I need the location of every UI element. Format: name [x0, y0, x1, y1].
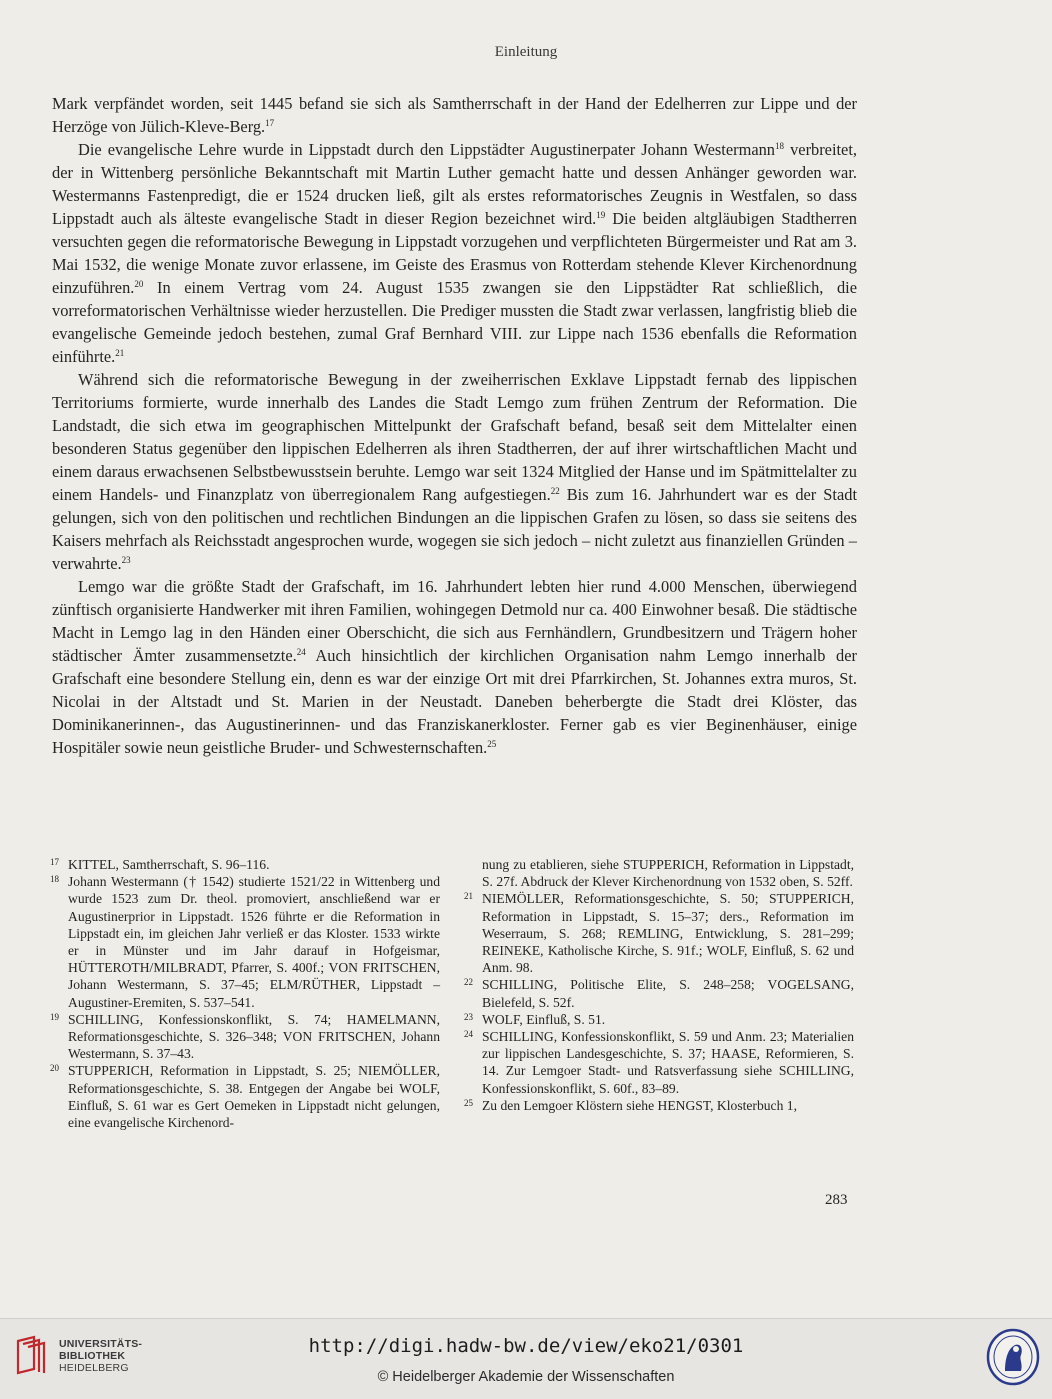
footnote-number: 19 — [50, 1011, 59, 1022]
footnote-text: nung zu etablieren, siehe STUPPERICH, Reformation in Lippstadt, S. 27f. Abdruck der Klever Kirchenordnung von 1532 oben, S. 52ff. — [482, 857, 854, 890]
footnote — [466, 1011, 854, 1028]
footnote-number: 25 — [464, 1097, 473, 1108]
footnote — [466, 856, 854, 890]
footnote-text: STUPPERICH, Reformation in Lippstadt, S. 25; NIEMÖLLER, Reformationsgeschichte, S. 38. Entgegen der Angabe bei WOLF, Einfluß, S. 61 war es Gert Oemeken in Lippstadt nicht gelungen, eine evangelische Kirchenord- — [68, 1063, 440, 1131]
footnote-text: WOLF, Einfluß, S. 51. — [482, 1011, 606, 1027]
paragraph-text: Während sich die reformatorische Bewegung in der zweiherrischen Exklave Lippstadt fernab des lippischen Territoriums formierte, wurde innerhalb des Landes die Stadt Lemgo zum frühen Zentrum der Reformation. Die Landstadt, die sich etwa im geographischen Mittelpunkt der Grafschaft befand, besaß seit dem Mittelalter einen besonderen Status gegenüber den lippischen Edelherren als ihren Stadtherren, der auf ihrer wirtschaftlichen Macht und einem daraus erwachsenen Selbstbewusstsein beruhte. Lemgo war seit 1324 Mitglied der Hanse und im Spätmittelalter zu einem Handels- und Finanzplatz von überregionalem Rang aufgestiegen. — [52, 370, 857, 504]
paragraph-text: verbreitet, der in Wittenberg persönliche Bekanntschaft mit Martin Luther gemacht hatte und dessen Anhänger geworden war. Westermanns Fastenpredigt, die er 1524 drucken ließ, gilt als erstes reformatorisches Zeugnis in Westfalen, so dass Lippstadt auch als älteste evangelische Stadt in dieser Region bezeichnet wird. — [52, 140, 857, 228]
library-name-line2: BIBLIOTHEK — [59, 1350, 126, 1362]
paragraph — [52, 138, 857, 368]
copyright-notice: © Heidelberger Akademie der Wissenschaften — [377, 1369, 675, 1385]
footnote-number: 23 — [464, 1011, 473, 1022]
paragraph-text: Die beiden altgläubigen Stadtherren versuchten gegen die reformatorische Bewegung in Lippstadt vorzugehen und verpflichteten Bürgermeister und Rat am 3. Mai 1532, die wenige Monate zuvor erlassene, im Geiste des Erasmus von Rotterdam stehende Klever Kirchenordnung einzuführen. — [52, 209, 857, 297]
footnote-reference[interactable]: 23 — [121, 555, 131, 565]
footnote-text: Johann Westermann († 1542) studierte 1521/22 in Wittenberg und wurde 1523 zum Dr. theol. promoviert, anschließend war er Augustinerprior in Lippstadt. 1526 führte er die Reformation in Lippstadt ein, im gleichen Jahr verließ er das Kloster. 1533 wirkte er in Münster und im Jahr darauf in Hofgeismar, HÜTTEROTH/MILBRADT, Pfarrer, S. 400f.; VON FRITSCHEN, Johann Westermann, S. 37–45; ELM/RÜTHER, Lippstadt – Augustiner-Eremiten, S. 537–541. — [68, 874, 440, 1010]
footnote-reference[interactable]: 24 — [296, 647, 306, 657]
footnote-text: SCHILLING, Politische Elite, S. 248–258; VOGELSANG, Bielefeld, S. 52f. — [482, 977, 854, 1010]
running-header: Einleitung — [494, 44, 558, 60]
footnote-reference[interactable]: 21 — [115, 348, 125, 358]
library-name-line1: UNIVERSITÄTS- — [59, 1338, 143, 1350]
footnote — [52, 1062, 440, 1131]
footnote-reference[interactable]: 20 — [134, 279, 144, 289]
footnote-number: 24 — [464, 1029, 473, 1040]
footnote-reference[interactable]: 22 — [550, 486, 560, 496]
footnote-reference[interactable]: 17 — [265, 118, 275, 128]
footnote-number: 18 — [50, 874, 59, 885]
footnote-text: Zu den Lemgoer Klöstern siehe HENGST, Klosterbuch 1, — [482, 1097, 797, 1113]
footnote-number: 21 — [464, 891, 473, 902]
paragraph — [52, 368, 857, 575]
footnote — [466, 890, 854, 976]
viewer-footer — [0, 1318, 1052, 1399]
footnote — [52, 873, 440, 1011]
footnotes-left-column — [52, 856, 440, 1131]
footnote-text: NIEMÖLLER, Reformationsgeschichte, S. 50; STUPPERICH, Reformation in Lippstadt, S. 15–37; ders., Reformation im Weserraum, S. 268; REMLING, Entwicklung, S. 281–299; REINEKE, Katholische Kirche, S. 91f.; WOLF, Einfluß, S. 62 und Anm. 98. — [482, 891, 854, 976]
paragraph-text: Auch hinsichtlich der kirchlichen Organisation nahm Lemgo innerhalb der Grafschaft eine besondere Stellung ein, denn es war der einzige Ort mit drei Pfarrkirchen, St. Johannes extra muros, St. Nicolai in der Altstadt und St. Marien in der Neustadt. Daneben beherbergte die Stadt drei Klöster, das Dominikanerinnen-, das Augustinerinnen- und das Franziskanerkloster. Ferner gab es vier Beginenhäuser, einige Hospitäler sowie neun geistliche Bruder- und Schwesternschaften. — [52, 646, 857, 757]
footnote-text: SCHILLING, Konfessionskonflikt, S. 74; HAMELMANN, Reformationsgeschichte, S. 326–348; VON FRITSCHEN, Johann Westermann, S. 37–43. — [68, 1011, 440, 1062]
footnote-number: 20 — [50, 1063, 59, 1074]
paragraph — [52, 575, 857, 759]
main-text — [52, 92, 857, 759]
paragraph-text: Lemgo war die größte Stadt der Grafschaft, im 16. Jahrhundert lebten hier rund 4.000 Menschen, überwiegend zünftisch organisierte Handwerker mit ihren Familien, wohingegen Detmold nur ca. 400 Einwohner besaß. Die städtische Macht in Lemgo lag in den Händen einer Oberschicht, die sich aus Fernhändlern, Grundbesitzern und Trägern hoher städtischer Ämter zusammensetzte. — [52, 577, 857, 665]
page-number: 283 — [825, 1192, 848, 1208]
footnote-text: KITTEL, Samtherrschaft, S. 96–116. — [68, 857, 270, 872]
paragraph — [52, 92, 857, 138]
paragraph-text: Mark verpfändet worden, seit 1445 befand sie sich als Samtherrschaft in der Hand der Edelherren zur Lippe und der Herzöge von Jülich-Kleve-Berg. — [52, 94, 857, 136]
footnote-text: SCHILLING, Konfessionskonflikt, S. 59 und Anm. 23; Materialien zur lippischen Landesgeschichte, S. 37; HAASE, Reformieren, S. 14. Zur Lemgoer Stadt- und Ratsverfassung siehe SCHILLING, Konfessionskonflikt, S. 60f., 83–89. — [482, 1029, 854, 1096]
academy-seal-icon[interactable] — [985, 1327, 1041, 1387]
page-url-link[interactable]: http://digi.hadw-bw.de/view/eko21/0301 — [308, 1335, 744, 1357]
footnote-reference[interactable]: 18 — [775, 141, 785, 151]
library-name-line3: HEIDELBERG — [59, 1362, 129, 1374]
footnote — [52, 856, 440, 873]
footnote — [466, 1028, 854, 1097]
footnote-number: 17 — [50, 857, 59, 867]
footnote — [466, 976, 854, 1010]
footnote — [466, 1097, 854, 1114]
footnote-reference[interactable]: 19 — [596, 210, 606, 220]
footnotes-right-column — [466, 856, 854, 1114]
footnote — [52, 1011, 440, 1063]
paragraph-text: In einem Vertrag vom 24. August 1535 zwangen sie den Lippstädter Rat schließlich, die vorreformatorischen Verhältnisse wieder herzustellen. Die Prediger mussten die Stadt zwar verlassen, langfristig blieb die evangelische Gemeinde jedoch bestehen, zumal Graf Bernhard VIII. zur Lippe nach 1536 ebenfalls die Reformation einführte. — [52, 278, 857, 366]
footnote-reference[interactable]: 25 — [487, 739, 497, 749]
footnote-number: 22 — [464, 977, 473, 988]
paragraph-text: Die evangelische Lehre wurde in Lippstadt durch den Lippstädter Augustinerpater Johann Westermann — [78, 140, 776, 159]
paragraph-text: Bis zum 16. Jahrhundert war es der Stadt gelungen, sich von den politischen und rechtlichen Bindungen an die lippischen Grafen zu lösen, so dass sie seitens des Kaisers mehrfach als Reichsstadt angesprochen wurde, wogegen sie sich jedoch – nicht zuletzt aus finanziellen Gründen – verwahrte. — [52, 485, 858, 573]
